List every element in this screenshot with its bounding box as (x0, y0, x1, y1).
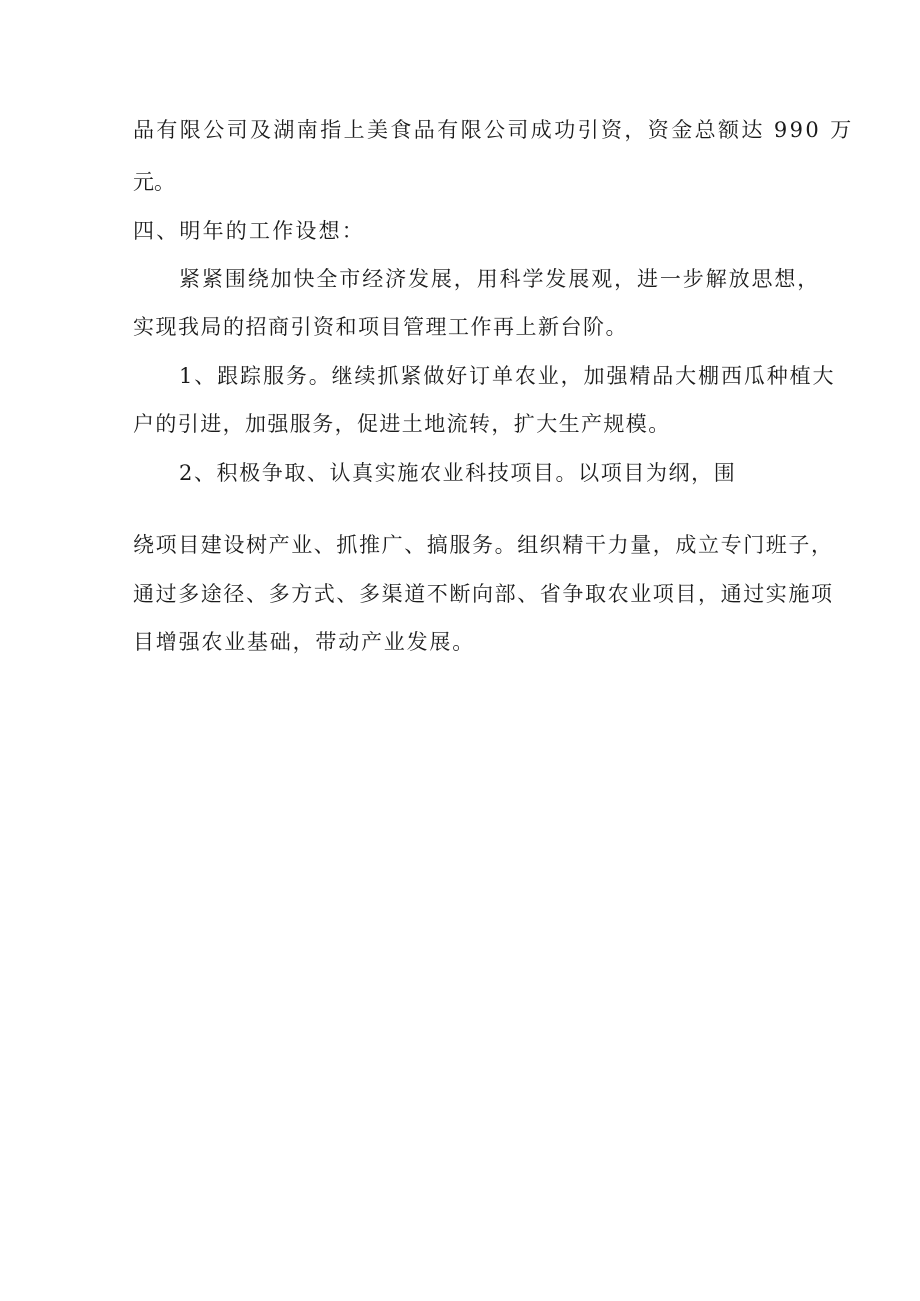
paragraph-line: 品有限公司及湖南指上美食品有限公司成功引资，资金总额达 990 万 (133, 118, 854, 142)
paragraph-line: 元。 (133, 170, 175, 194)
section-heading: 四、明年的工作设想： (133, 219, 365, 243)
list-item-line: 2、积极争取、认真实施农业科技项目。以项目为纲，围 (179, 461, 737, 485)
list-item-line: 绕项目建设树产业、抓推广、搞服务。组织精干力量，成立专门班子， (133, 533, 834, 557)
paragraph-line: 紧紧围绕加快全市经济发展，用科学发展观，进一步解放思想， (179, 267, 821, 291)
list-item-line: 1、跟踪服务。继续抓紧做好订单农业，加强精品大棚西瓜种植大 (179, 364, 836, 388)
list-item-line: 目增强农业基础，带动产业发展。 (133, 630, 475, 654)
paragraph-line: 实现我局的招商引资和项目管理工作再上新台阶。 (133, 315, 628, 339)
list-item-line: 户的引进，加强服务，促进土地流转，扩大生产规模。 (133, 412, 671, 436)
list-item-line: 通过多途径、多方式、多渠道不断向部、省争取农业项目，通过实施项 (133, 582, 834, 606)
